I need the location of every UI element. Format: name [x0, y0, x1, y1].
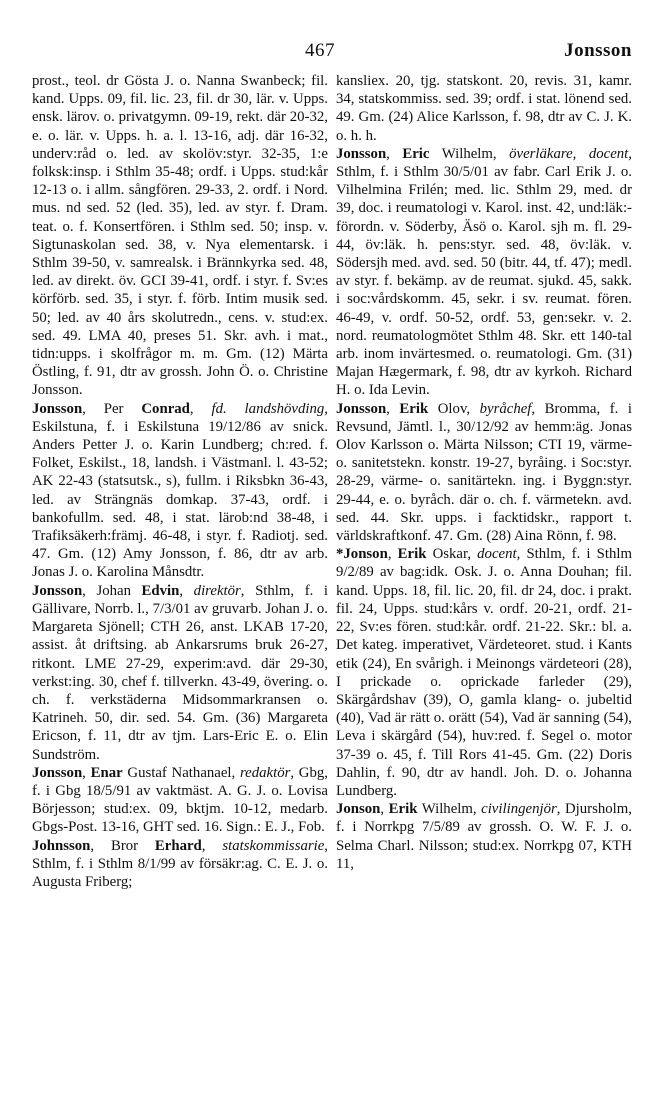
entry-first-name: Conrad: [141, 400, 190, 417]
entry-given-name: , Per: [82, 400, 124, 417]
entry-jonson-erik-oskar: [336, 545, 632, 800]
entry-separator: ,: [189, 400, 212, 417]
entry-surname: Johnsson: [32, 837, 91, 854]
continued-entry: prost., teol. dr Gösta J. o. Nanna Swanbeck; fil. kand. Upps. 09, fil. lic. 23, fil. dr 30, lär. v. Upps. ensk. lärov. o. privatgymn. 09-19, rekt. där 20-32, e. o. lär. v. Upps. h. a. l. 13-16, adj. där 16-32, underv:råd o. led. av skolöv:styr. 32-35, 1:e folksk:insp. i Sthlm 35-48; ordf. i Upps. stud:kår 12-13 o. i allm. sångfören. 29-33, 2. ordf. i Nord. mus. nd sed. 52 (led. 35), led. av styr. f. Dram. teat. o. f. Konsertfören. i Sthlm sed. 50; insp. v. Sigtunaskolan sed. 38, v. Nya elementarsk. i Sthlm 39-50, v. samrealsk. i Brännkyrka sed. 48, led. av direkt. öv. GCI 39-41, ordf. i styr. f. Sv:es körförb. sed. 35, i styr. f. förb. Intim musik sed. 50; led. av 40 års skolutredn., cens. v. stud:ex. sed. 49. LMA 40, preses 51. Skr. avh. i mat., tidn:upps. i skolfrågor m. m. Gm. (12) Märta Östling, f. 91, dtr av grossh. John Ö. o. Christine Jonsson.: [32, 73, 328, 399]
entry-middle-names: Olov,: [428, 400, 480, 417]
entry-title: byråchef: [479, 400, 532, 417]
entry-title: överläkare, docent: [509, 145, 629, 162]
entry-surname: Jonsson: [32, 764, 83, 781]
entry-separator: ,: [179, 582, 194, 599]
entry-middle-names: Wilhelm,: [417, 801, 482, 818]
entry-given-name: , Johan: [82, 582, 131, 599]
entry-title: direktör: [193, 582, 241, 599]
entry-johnsson-bror-erhard: [32, 837, 328, 892]
entry-jonson-erik-wilhelm: [336, 800, 632, 873]
entry-surname: Jonsson: [336, 145, 387, 162]
entry-first-name: Erik: [399, 400, 429, 417]
entry-title: statskommissarie: [222, 837, 325, 854]
entry-punct: ,: [386, 400, 400, 417]
entry-middle-names: Wilhelm,: [429, 145, 510, 162]
continued-entry: kansliex. 20, tjg. statskont. 20, revis. 31, kamr. 34, statskommiss. sed. 39; ordf. i stat. lönend sed. 49. Gm. (24) Alice Karlsson, f. 98, dtr av C. J. K. o. h. h.: [336, 73, 632, 144]
entry-title: redaktör: [239, 764, 291, 781]
entry-jonsson-eric: [336, 145, 632, 400]
entry-first-name: Edvin: [141, 582, 180, 599]
entry-first-name: Erik: [397, 546, 427, 563]
entry-punct: ,: [380, 801, 389, 818]
entry-middle-names: Gustaf Nathanael,: [122, 764, 240, 781]
entry-body: , Sthlm, f. i Gällivare, Norrb. l., 7/3/01 av gruvarb. Johan J. o. Margareta Sjönell; CTH 26, anst. LKAB 17-20, assist. åt driftsing. ab Ankarsrums bruk 26-27, ritkont. LME 27-29, experim:avd. där 29-30, verkst:ing. 30, chef f. tillverkn. 43-49, övering. o. ch. f. verkstäderna Midsommarkransen o. Katrineh. 50, dir. sed. 54. Gm. (36) Margareta Ericson, f. 11, dtr av tjm. Lars-Eric E. o. Elin Sundström.: [32, 582, 329, 763]
entry-first-name: Enar: [90, 764, 123, 781]
entry-surname: Jonsson: [336, 400, 387, 417]
entry-title: docent: [477, 546, 517, 563]
entry-jonsson-per-conrad: [32, 400, 328, 582]
left-column: [32, 72, 328, 891]
entry-punct: ,: [387, 546, 398, 563]
page-number: 467: [305, 40, 335, 61]
entry-body: , Gbg, f. i Gbg 18/5/91 av vaktmäst. A. G. J. o. Lovisa Börjesson; stud:ex. 09, bktjm. 10-12, medarb. Gbgs-Post. 13-16, GHT sed. 16. Sign.: E. J., Fob.: [32, 764, 328, 836]
entry-given-name: ,: [82, 764, 86, 781]
entry-first-name: Erik: [388, 801, 418, 818]
entry-surname: Jonson: [336, 801, 381, 818]
entry-body: , Sthlm, f. i Sthlm 8/1/99 av försäkr:ag. C. E. J. o. Augusta Friberg;: [32, 837, 328, 890]
entry-middle-names: Oskar,: [426, 546, 478, 563]
entry-title: civilingenjör: [481, 801, 557, 818]
entry-punct: ,: [386, 145, 403, 162]
right-column: [336, 72, 632, 873]
entry-first-name: Erhard: [154, 837, 202, 854]
entry-body: , Sthlm, f. i Sthlm 30/5/01 av fabr. Carl Erik J. o. Vilhelmina Frilén; med. lic. Sthlm 29, med. dr 39, doc. i reumatologi v. Karol. inst. 42, und:läk:-förordn. v. Söderby, Äsö o. Karol. sjh m. fl. 29-44, öv:läk. h. pens:styr. sed. 48, öv:läk. v. Södersjh med. avd. sed. 50 (bitr. 44, tf. 47); medl. av styr. f. bekämp. av de reumat. sjukd. 45, sakk. i soc:vårdskomm. 45, sekr. i sv. reumat. fören. 46-49, v. ordf. 50-52, ordf. 53, gen:sekr. v. 2. nord. reumatologmötet Sthlm 48. Skr. ett 140-tal arb. inom invärtesmed. o. reumatologi. Gm. (31) Majan Hægermark, f. 98, dtr av kyrkoh. Richard H. o. Ida Levin.: [336, 145, 632, 399]
entry-surname: Jonsson: [32, 582, 83, 599]
entry-surname: *Jonson: [336, 546, 388, 563]
entry-surname: Jonsson: [32, 400, 83, 417]
entry-body: , Djursholm, f. i Norrkpg 7/5/89 av grossh. O. W. F. J. o. Selma Charl. Nilsson; stud:ex. Norrkpg 07, KTH 11,: [336, 801, 632, 872]
entry-jonsson-johan-edvin: [32, 582, 328, 764]
entry-title: fd. landshövding: [211, 400, 325, 417]
entry-body: , Sthlm, f. i Sthlm 9/2/89 av bag:idk. Osk. J. o. Anna Douhan; fil. kand. Upps. 18, fil. lic. 20, fil. dr 24, doc. i prakt. fil. 24, Upps. stud:kårs v. ordf. 20-21, ordf. 21-22, Sv:es fören. stud:kår. ordf. 21-22. Skr.: bl. a. Det kateg. imperativet, Värdeteoret. stud. i Kants etik (24), En svårigh. i Meinongs värdeteori (28), I prickade o. oprickade farleder (29), Skärgårdshav (39), O, gamla klang- o. jubeltid (40), Vad är rätt o. orätt (54), Vad är sanning (54), Leva i skärgård (54), huv:red. f. Segel o. motor 37-39 o. 45, f. Till Rors 41-45. Gm. (22) Doris Dahlin, f. 90, dtr av handl. Joh. D. o. Johanna Lundberg.: [336, 546, 633, 799]
running-head: Jonsson: [564, 40, 632, 61]
entry-given-name: , Bror: [90, 837, 139, 854]
entry-body: , Bromma, f. i Revsund, Jämtl. l., 30/12/92 av hemm:äg. Jonas Olov Karlsson o. Märta Nilsson; CTI 19, värme- o. sanitetstekn. konstr. 19-27, byråing. i Soc:styr. 28-29, värme- o. sanitärtekn. ing. i Byggn:styr. 29-44, e. o. byråch. där o. ch. f. värmetekn. avd. sed. 44. Skr. upps. i facktidskr., rapport t. världskraftkonf. 47. Gm. (28) Aina Rönn, f. 98.: [336, 400, 632, 545]
entry-body: , Eskilstuna, f. i Eskilstuna 19/12/86 av snick. Anders Petter J. o. Karin Lundberg; ch:red. f. Folket, Eskilst., 18, landsh. i Västmanl. l. 43-52; AK 22-43 (statsutsk., s), fullm. i Riksbkn 36-43, led. av Strängnäs domkap. 37-43, ordf. i bankofullm. sed. 48, i stat. lärob:nd 38-48, i Trafiksäkerh:främj. 46-48, i styr. f. Radiotj. sed. 47. Gm. (12) Amy Jonsson, f. 86, dtr av arb. Jonas J. o. Karolina Månsdtr.: [32, 400, 328, 581]
entry-first-name: Eric: [402, 145, 430, 162]
entry-jonsson-enar: [32, 764, 328, 837]
entry-separator: ,: [201, 837, 223, 854]
entry-jonsson-erik-olov: [336, 400, 632, 546]
